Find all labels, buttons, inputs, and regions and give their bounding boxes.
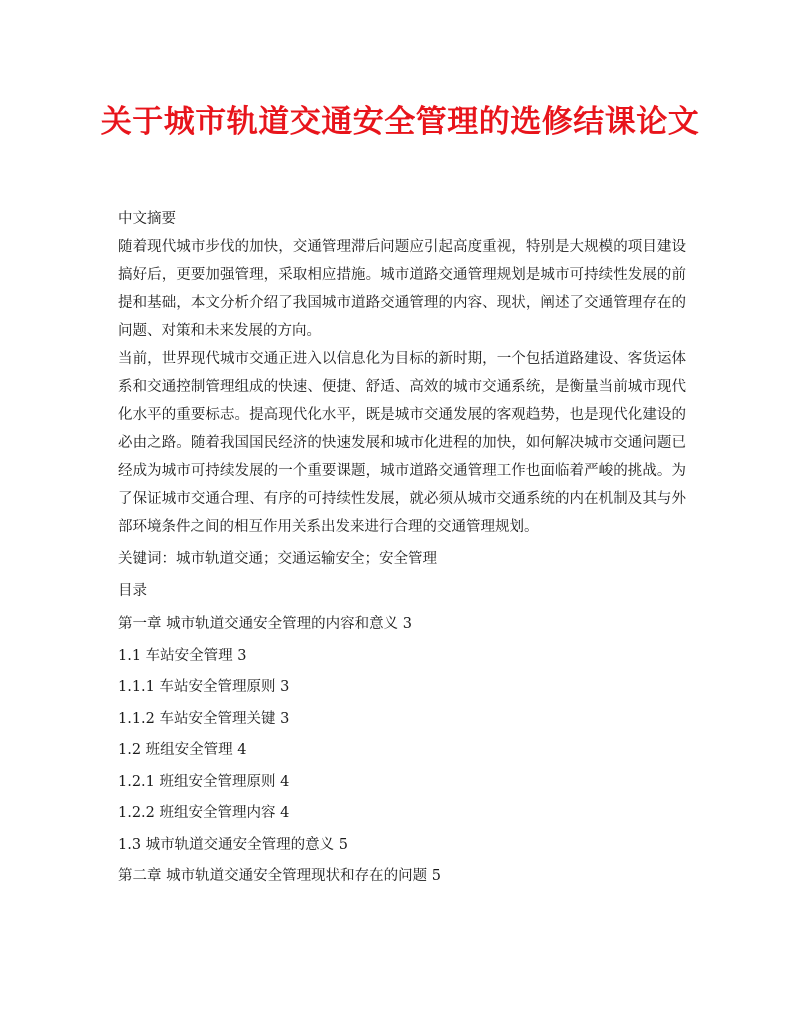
toc-item: 1.1.2 车站安全管理关键 3 <box>118 710 290 727</box>
abstract-paragraph-1: 随着现代城市步伐的加快，交通管理滞后问题应引起高度重视，特别是大规模的项目建设搞好后，更要加强管理，采取相应措施。城市道路交通管理规划是城市可持续性发展的前提和基础，本文分析介绍了我国城市道路交通管理的内容、现状，阐述了交通管理存在的问题、对策和未来发展的方向。 <box>118 239 686 339</box>
toc-heading: 目录 <box>118 583 147 599</box>
toc-item: 1.3 城市轨道交通安全管理的意义 5 <box>118 836 349 853</box>
toc-item: 1.2.2 班组安全管理内容 4 <box>118 805 290 821</box>
toc-item: 1.1 车站安全管理 3 <box>118 647 247 664</box>
abstract-paragraph-2: 当前，世界现代城市交通正进入以信息化为目标的新时期，一个包括道路建设、客货运体系和交通控制管理组成的快速、便捷、舒适、高效的城市交通系统，是衡量当前城市现代化水平的重要标志。提高现代化水平，既是城市交通发展的客观趋势，也是现代化建设的必由之路。随着我国国民经济的快速发展和城市化进程的加快，如何解决城市交通问题已经成为城市可持续发展的一个重要课题，城市道路交通管理工作也面临着严峻的挑战。为了保证城市交通合理、有序的可持续性发展，就必须从城市交通系统的内在机制及其与外部环境条件之间的相互作用关系出发来进行合理的交通管理规划。 <box>118 351 686 535</box>
toc-item: 第一章 城市轨道交通安全管理的内容和意义 3 <box>118 616 412 632</box>
toc-item: 第二章 城市轨道交通安全管理现状和存在的问题 5 <box>118 868 441 884</box>
abstract-heading: 中文摘要 <box>118 211 176 227</box>
toc-item: 1.2 班组安全管理 4 <box>118 742 247 758</box>
document-title: 关于城市轨道交通安全管理的选修结课论文 <box>100 104 700 140</box>
toc-item: 1.2.1 班组安全管理原则 4 <box>118 773 290 790</box>
document-body <box>118 205 686 893</box>
toc-item: 1.1.1 车站安全管理原则 3 <box>118 679 290 695</box>
keywords: 关键词：城市轨道交通；交通运输安全；安全管理 <box>118 551 437 567</box>
